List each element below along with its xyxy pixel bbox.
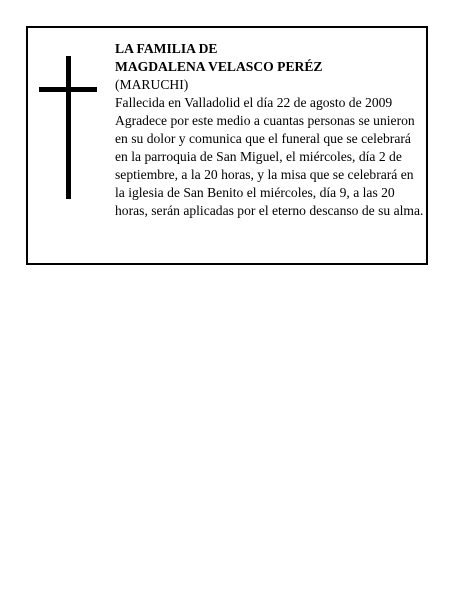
heading-family: LA FAMILIA DE (115, 41, 218, 56)
body-line: en la parroquia de San Miguel, el miércoles, día 2 de (115, 149, 402, 164)
heading-deceased-name: MAGDALENA VELASCO PERÉZ (115, 59, 323, 74)
cross-vertical-bar (66, 56, 71, 199)
body-line: Agradece por este medio a cuantas personas se unieron (115, 113, 415, 128)
obituary-notice (26, 26, 428, 265)
body-line: horas, serán aplicadas por el eterno descanso de su alma. (115, 203, 424, 218)
cross-horizontal-bar (39, 87, 97, 92)
acknowledgement-text (115, 112, 427, 220)
notice-text (115, 40, 427, 220)
cross-icon (39, 56, 97, 199)
death-statement: Fallecida en Valladolid el día 22 de agosto de 2009 (115, 95, 393, 110)
body-line: septiembre, a la 20 horas, y la misa que se celebrará en (115, 167, 414, 182)
body-line: en su dolor y comunica que el funeral que se celebrará (115, 131, 411, 146)
nickname: (MARUCHI) (115, 77, 189, 92)
body-line: la iglesia de San Benito el miércoles, día 9, a las 20 (115, 185, 395, 200)
